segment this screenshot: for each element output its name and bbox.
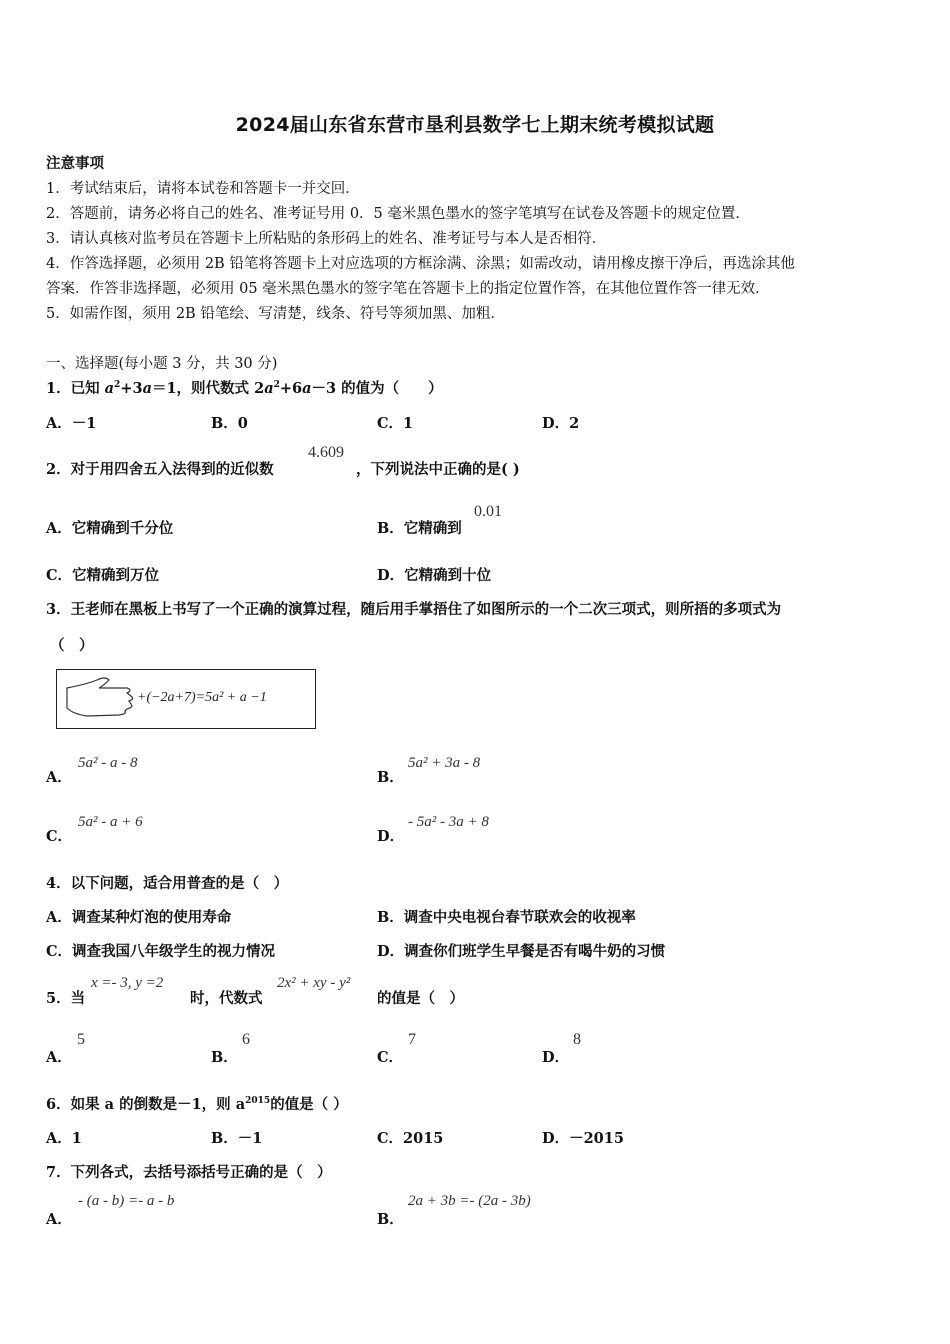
q2-option-b[interactable]: B．它精确到 bbox=[377, 520, 462, 537]
question-6: 6．如果 a 的倒数是－1，则 $a^{2015}$的值是（ ） bbox=[46, 1096, 348, 1113]
question-1: 1．已知 $a^2+3a=1$，则代数式 $2a^2+6a-3$ 的值为（ ） bbox=[46, 380, 443, 397]
q3-label-b[interactable]: B． bbox=[377, 769, 404, 786]
q5-condition: x =- 3, y =2 bbox=[91, 975, 164, 991]
notice-item: 5．如需作图，须用 2B 铅笔绘、写清楚，线条、符号等须加黑、加粗． bbox=[46, 306, 505, 322]
q3-option-c: 5a² - a + 6 bbox=[78, 814, 143, 830]
q5-option-c: 7 bbox=[408, 1031, 416, 1048]
q4-option-b[interactable]: B．调查中央电视台春节联欢会的收视率 bbox=[377, 909, 636, 926]
q1-option-a[interactable]: A．－1 bbox=[46, 415, 97, 432]
question-3-paren: （ ） bbox=[50, 637, 94, 654]
q5-option-b: 6 bbox=[242, 1031, 250, 1048]
q6-option-a[interactable]: A．1 bbox=[46, 1130, 82, 1147]
q2-option-c[interactable]: C．它精确到万位 bbox=[46, 567, 160, 584]
page-title: 2024届山东省东营市垦利县数学七上期末统考模拟试题 bbox=[235, 114, 715, 136]
q1-option-d[interactable]: D．2 bbox=[542, 415, 580, 432]
notice-item: 1．考试结束后，请将本试卷和答题卡一并交回． bbox=[46, 181, 360, 197]
figure-equation: +(−2a+7)=5a² + a −1 bbox=[137, 690, 267, 705]
question-2-tail: ，下列说法中正确的是( ) bbox=[356, 461, 520, 478]
notice-item: 答案．作答非选择题，必须用 05 毫米黑色墨水的签字笔在答题卡上的指定位置作答，在其他位置作答一律无效． bbox=[46, 281, 770, 297]
q1-option-c[interactable]: C．1 bbox=[377, 415, 414, 432]
q2-option-a[interactable]: A．它精确到千分位 bbox=[46, 520, 174, 537]
q5-label-d[interactable]: D． bbox=[542, 1049, 570, 1066]
question-3: 3．王老师在黑板上书写了一个正确的演算过程，随后用手掌捂住了如图所示的一个二次三项式，则所捂的多项式为 bbox=[46, 601, 782, 618]
notice-item: 3．请认真核对监考员在答题卡上所粘贴的条形码上的姓名、准考证号与本人是否相符． bbox=[46, 231, 607, 247]
notice-heading: 注意事项 bbox=[46, 155, 104, 172]
q7-label-b[interactable]: B． bbox=[377, 1211, 404, 1228]
notice-item: 4．作答选择题，必须用 2B 铅笔将答题卡上对应选项的方框涂满、涂黑；如需改动，请用橡皮擦干净后，再选涂其他 bbox=[46, 256, 795, 272]
q2-option-d[interactable]: D．它精确到十位 bbox=[377, 567, 492, 584]
q5-option-d: 8 bbox=[573, 1031, 581, 1048]
q5-option-a: 5 bbox=[77, 1031, 85, 1048]
q1-option-b[interactable]: B．0 bbox=[211, 415, 248, 432]
q4-option-c[interactable]: C．调查我国八年级学生的视力情况 bbox=[46, 943, 276, 960]
q3-option-a: 5a² - a - 8 bbox=[78, 755, 138, 771]
question-7: 7．下列各式，去括号添括号正确的是（ ） bbox=[46, 1164, 332, 1181]
notice-item: 2．答题前，请务必将自己的姓名、准考证号用 0．5 毫米黑色墨水的签字笔填写在试卷及答题卡的规定位置． bbox=[46, 206, 750, 222]
question-4: 4．以下问题，适合用普查的是（ ） bbox=[46, 875, 289, 892]
q5-label-c[interactable]: C． bbox=[377, 1049, 404, 1066]
q4-option-a[interactable]: A．调查某种灯泡的使用寿命 bbox=[46, 909, 232, 926]
question-5-mid: 时，代数式 bbox=[190, 990, 263, 1007]
q7-label-a[interactable]: A． bbox=[46, 1211, 72, 1228]
q3-label-a[interactable]: A． bbox=[46, 769, 72, 786]
q5-label-b[interactable]: B． bbox=[211, 1049, 238, 1066]
q3-label-c[interactable]: C． bbox=[46, 828, 73, 845]
q3-label-d[interactable]: D． bbox=[377, 828, 405, 845]
q3-option-b: 5a² + 3a - 8 bbox=[408, 755, 481, 771]
q2-number: 4.609 bbox=[308, 444, 344, 461]
q7-option-b: 2a + 3b =- (2a - 3b) bbox=[408, 1193, 531, 1209]
q6-option-d[interactable]: D．－2015 bbox=[542, 1130, 624, 1147]
q6-option-b[interactable]: B．－1 bbox=[211, 1130, 263, 1147]
question-2: 2．对于用四舍五入法得到的近似数 bbox=[46, 461, 274, 478]
q2-option-b-number: 0.01 bbox=[474, 503, 502, 520]
q5-expression: 2x² + xy - y² bbox=[277, 975, 351, 991]
question-5-tail: 的值是（ ） bbox=[377, 990, 464, 1007]
question-5: 5．当 bbox=[46, 990, 86, 1007]
section-heading: 一、选择题(每小题 3 分，共 30 分) bbox=[46, 356, 278, 372]
q6-option-c[interactable]: C．2015 bbox=[377, 1130, 444, 1147]
q3-option-d: - 5a² - 3a + 8 bbox=[408, 814, 489, 830]
q4-option-d[interactable]: D．调查你们班学生早餐是否有喝牛奶的习惯 bbox=[377, 943, 666, 960]
q5-label-a[interactable]: A． bbox=[46, 1049, 72, 1066]
q7-option-a: - (a - b) =- a - b bbox=[78, 1193, 175, 1209]
palm-equation-figure bbox=[56, 669, 316, 729]
